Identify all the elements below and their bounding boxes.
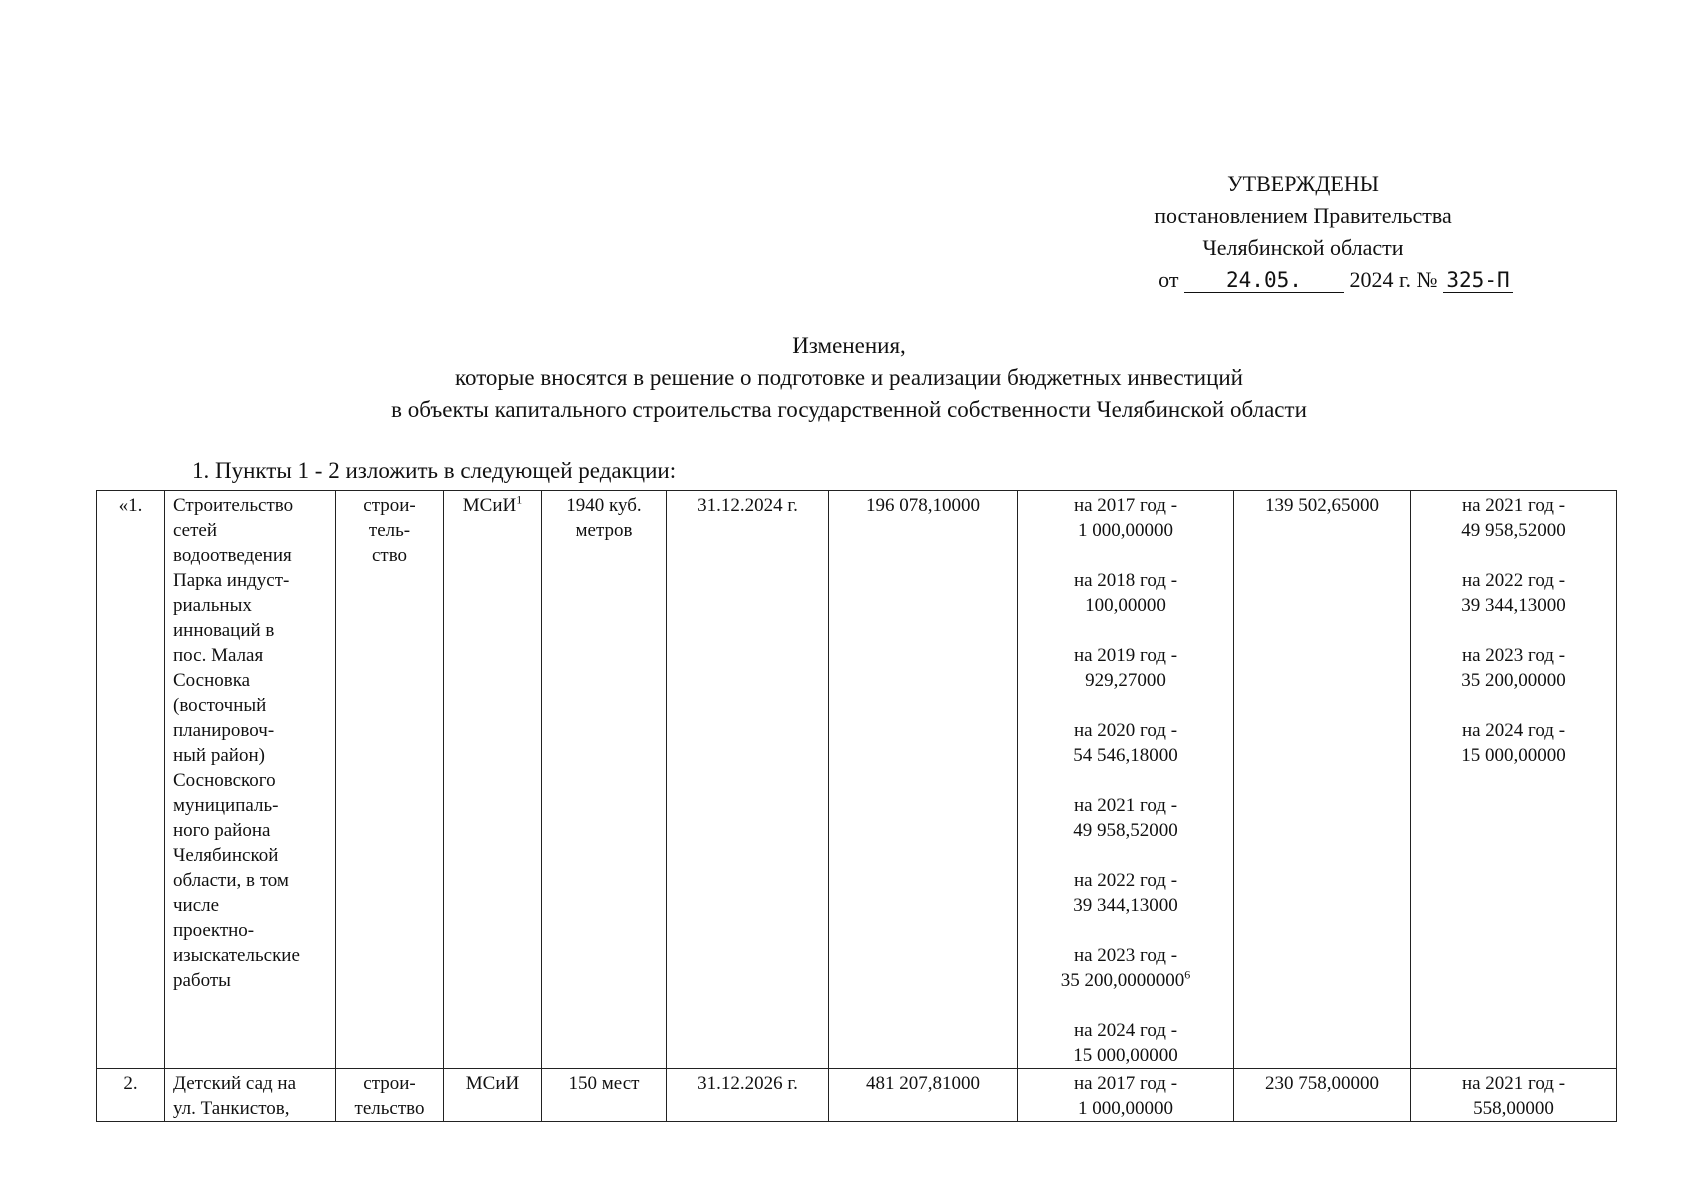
object-name-line: инноваций в [173, 620, 275, 641]
year-allocation [1026, 943, 1225, 993]
year-value-text: 15 000,00000 [1073, 1045, 1178, 1066]
capacity-line: 150 мест [568, 1073, 640, 1094]
title-line-3: в объекты капитального строительства государственной собственности Челябинской области [391, 397, 1307, 422]
year-label: на 2023 год - [1461, 645, 1566, 666]
estimated-cost-cell: 196 078,10000 [829, 491, 1018, 1069]
investment-type-line: тель- [368, 520, 411, 541]
year-value-text: 39 344,13000 [1073, 895, 1178, 916]
object-name-line: Детский сад на [173, 1073, 297, 1094]
object-name-line: изыскательские [173, 945, 300, 966]
year-label: на 2021 год - [1073, 795, 1178, 816]
capacity-line: метров [575, 520, 633, 541]
year-value: 558,00000 [1473, 1098, 1554, 1119]
customer-text: МСиИ [462, 495, 517, 516]
object-name-cell [165, 1069, 336, 1122]
year-allocation [1026, 718, 1225, 768]
object-name-line: сетей [173, 520, 218, 541]
object-name-line: Челябинской [173, 845, 279, 866]
year-value [1026, 593, 1225, 618]
year-label: на 2019 год - [1073, 645, 1178, 666]
year-value-text: 1 000,00000 [1078, 1098, 1173, 1119]
object-name-line: Сосновка [173, 670, 251, 691]
year-allocation [1026, 568, 1225, 618]
footnote-marker: 1 [516, 492, 523, 507]
estimated-cost-cell: 481 207,81000 [829, 1069, 1018, 1122]
year-value [1026, 743, 1225, 768]
year-value-text: 929,27000 [1085, 670, 1166, 691]
object-name-line: Парка индуст- [173, 570, 290, 591]
investment-type-line: тельство [354, 1098, 425, 1119]
year-label: на 2022 год - [1073, 870, 1178, 891]
object-name-line: области, в том [173, 870, 289, 891]
investment-type-cell [336, 491, 444, 1069]
year-budget [1419, 493, 1608, 543]
year-value-text: 1 000,00000 [1078, 520, 1173, 541]
year-allocation [1026, 1018, 1225, 1068]
object-name-line: Строительство [173, 495, 294, 516]
year-value: 15 000,00000 [1461, 745, 1566, 766]
object-name-line: (восточный [173, 695, 267, 716]
year-value [1026, 893, 1225, 918]
year-allocation [1026, 493, 1225, 543]
approval-date: 24.05. [1184, 268, 1344, 293]
customer-cell [444, 491, 542, 1069]
year-budget [1419, 718, 1608, 768]
approval-date-line [1093, 264, 1513, 296]
instruction-text: 1. Пункты 1 - 2 изложить в следующей редакции: [192, 458, 677, 483]
year-value-text: 54 546,18000 [1073, 745, 1178, 766]
year-budget [1419, 568, 1608, 618]
customer-name [452, 493, 533, 518]
investment-type-line: строи- [363, 1073, 416, 1094]
investment-type-line: ство [371, 545, 408, 566]
object-name-line: муниципаль- [173, 795, 279, 816]
budget-amount-cell: 230 758,00000 [1234, 1069, 1411, 1122]
year-allocation [1026, 793, 1225, 843]
deadline-cell: 31.12.2024 г. [667, 491, 829, 1069]
year-value [1026, 1096, 1225, 1121]
yearly-budget-cell [1411, 1069, 1617, 1122]
year-allocation [1026, 868, 1225, 918]
year-label: на 2024 год - [1073, 1020, 1178, 1041]
object-name-line: ного района [173, 820, 271, 841]
approval-title: УТВЕРЖДЕНЫ [1227, 171, 1379, 196]
year-value [1026, 668, 1225, 693]
year-label: на 2018 год - [1073, 570, 1178, 591]
yearly-allocation-cell [1018, 1069, 1234, 1122]
object-name-line: водоотведения [173, 545, 292, 566]
year-allocation [1026, 643, 1225, 693]
object-name-line: ный район) [173, 745, 265, 766]
object-name-line: риальных [173, 595, 252, 616]
year-value: 39 344,13000 [1461, 595, 1566, 616]
row-number: 2. [97, 1069, 165, 1122]
year-label: на 2024 год - [1461, 720, 1566, 741]
year-label: на 2017 год - [1073, 1073, 1178, 1094]
year-label: 2024 г. № [1349, 267, 1438, 292]
object-name-line: Сосновского [173, 770, 276, 791]
year-value: 35 200,00000 [1461, 670, 1566, 691]
year-allocation [1026, 1071, 1225, 1121]
row-number: «1. [97, 491, 165, 1069]
approval-line-3: Челябинской области [1202, 235, 1404, 260]
year-value [1026, 818, 1225, 843]
object-name-line: планировоч- [173, 720, 275, 741]
approval-stamp [1093, 168, 1513, 296]
year-value: 49 958,52000 [1461, 520, 1566, 541]
title-line-1: Изменения, [792, 333, 906, 358]
approval-number: 325-П [1443, 268, 1513, 293]
from-label: от [1158, 267, 1179, 292]
capacity-cell [542, 491, 667, 1069]
customer-text: МСиИ [465, 1073, 520, 1094]
deadline-cell: 31.12.2026 г. [667, 1069, 829, 1122]
year-value [1026, 518, 1225, 543]
capacity-cell [542, 1069, 667, 1122]
year-value-text: 35 200,0000000 [1060, 970, 1185, 991]
object-name-line: ул. Танкистов, [173, 1098, 290, 1119]
table-row [97, 1069, 1617, 1122]
investment-table [96, 490, 1617, 1122]
year-label: на 2023 год - [1073, 945, 1178, 966]
footnote-marker: 6 [1184, 967, 1191, 982]
year-label: на 2022 год - [1461, 570, 1566, 591]
yearly-allocation-cell [1018, 491, 1234, 1069]
object-name-line: пос. Малая [173, 645, 264, 666]
investment-type-line: строи- [363, 495, 416, 516]
object-name-line: работы [173, 970, 231, 991]
year-label: на 2021 год - [1461, 1073, 1566, 1094]
year-value [1026, 1043, 1225, 1068]
year-value-text: 49 958,52000 [1073, 820, 1178, 841]
document-title [0, 330, 1698, 426]
year-value [1026, 968, 1225, 993]
customer-cell [444, 1069, 542, 1122]
customer-name [452, 1071, 533, 1096]
year-label: на 2020 год - [1073, 720, 1178, 741]
year-value-text: 100,00000 [1085, 595, 1166, 616]
table-row [97, 491, 1617, 1069]
object-name-line: проектно- [173, 920, 255, 941]
budget-amount-cell: 139 502,65000 [1234, 491, 1411, 1069]
approval-line-2: постановлением Правительства [1154, 203, 1452, 228]
year-label: на 2021 год - [1461, 495, 1566, 516]
yearly-budget-cell [1411, 491, 1617, 1069]
capacity-line: 1940 куб. [566, 495, 642, 516]
year-budget [1419, 643, 1608, 693]
object-name-line: числе [173, 895, 220, 916]
title-line-2: которые вносятся в решение о подготовке и реализации бюджетных инвестиций [454, 365, 1243, 390]
year-budget [1419, 1071, 1608, 1121]
investment-type-cell [336, 1069, 444, 1122]
object-name-cell [165, 491, 336, 1069]
year-label: на 2017 год - [1073, 495, 1178, 516]
